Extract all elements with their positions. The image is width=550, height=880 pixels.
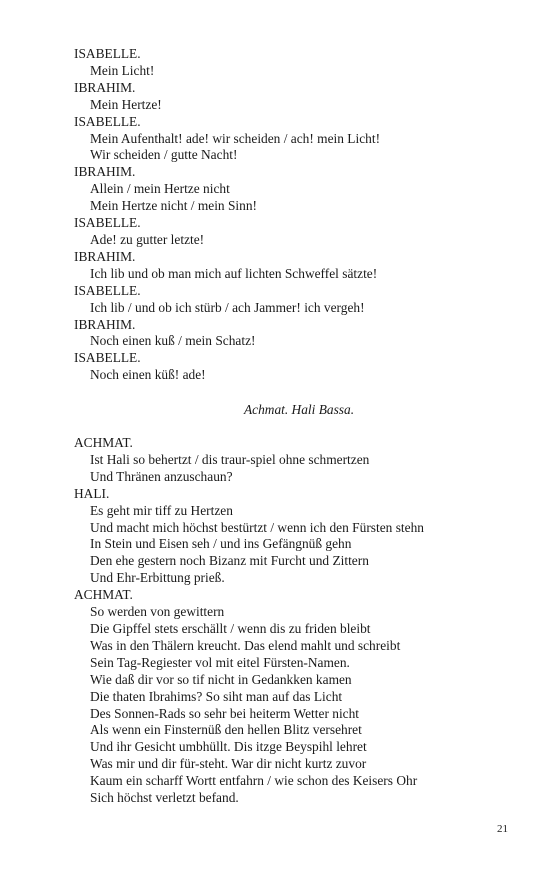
verse-line: Mein Hertze! [90,96,162,112]
speaker-name: ISABELLE. [74,113,141,129]
speaker-name: HALI. [74,485,110,501]
verse-line: Es geht mir tiff zu Hertzen [90,502,233,518]
speaker-name: IBRAHIM. [74,316,136,332]
verse-line: Und Ehr-Erbittung prieß. [90,570,225,586]
verse-line: So werden von gewittern [90,604,225,620]
verse-line: Sich höchst verletzt befand. [90,790,239,806]
verse-line: Noch einen kuß / mein Schatz! [90,333,256,349]
verse-line: Die Gipffel stets erschällt / wenn dis zu friden bleibt [90,621,371,636]
verse-line: Allein / mein Hertze nicht [90,181,230,197]
speaker-name: ISABELLE. [74,350,141,366]
verse-line: Mein Licht! [90,62,155,78]
play-text [74,46,524,807]
speaker-name: IBRAHIM. [74,79,136,95]
verse-line: Als wenn ein Finsternüß den hellen Blitz versehret [90,722,362,738]
verse-line: Mein Aufenthalt! ade! wir scheiden / ach! mein Licht! [90,130,381,146]
verse-line: Mein Hertze nicht / mein Sinn! [90,198,257,214]
speaker-name: ISABELLE. [74,46,141,61]
verse-line: Und ihr Gesicht umbhüllt. Dis itzge Beyspihl lehret [90,739,367,755]
speaker-name: ACHMAT. [74,587,133,603]
verse-line: Sein Tag-Regiester vol mit eitel Fürsten-Namen. [90,654,350,670]
verse-line: Ich lib und ob man mich auf lichten Schweffel sätzte! [90,265,378,281]
speaker-name: IBRAHIM. [74,164,136,180]
stage-direction: Achmat. Hali Bassa. [243,402,355,418]
verse-line: Und Thränen anzuschaun? [90,468,233,484]
verse-line: Kaum ein scharff Wortt entfahrn / wie schon des Keisers Ohr [90,773,418,789]
verse-line: Wir scheiden / gutte Nacht! [90,147,238,163]
verse-line: Ist Hali so behertzt / dis traur-spiel ohne schmertzen [90,451,370,467]
verse-line: Und macht mich höchst bestürtzt / wenn ich den Fürsten stehn [90,519,424,535]
speaker-name: ACHMAT. [74,435,133,451]
verse-line: Wie daß dir vor so tif nicht in Gedankken kamen [90,671,352,687]
verse-line: Die thaten Ibrahims? So siht man auf das Licht [90,688,343,704]
verse-line: Was in den Thälern kreucht. Das elend mahlt und schreibt [90,637,401,653]
verse-line: Ade! zu gutter letzte! [90,231,205,247]
verse-line: Des Sonnen-Rads so sehr bei heiterm Wetter nicht [90,705,360,721]
speaker-name: IBRAHIM. [74,248,136,264]
verse-line: Was mir und dir für-steht. War dir nicht kurtz zuvor [90,756,367,772]
verse-line: Noch einen küß! ade! [90,367,206,383]
verse-line: Ich lib / und ob ich stürb / ach Jammer! ich vergeh! [90,299,365,315]
verse-line: Den ehe gestern noch Bizanz mit Furcht und Zittern [90,553,369,569]
speaker-name: ISABELLE. [74,215,141,231]
speaker-name: ISABELLE. [74,282,141,298]
verse-line: In Stein und Eisen seh / und ins Gefängnüß gehn [90,536,352,552]
page-number: 21 [497,823,508,835]
